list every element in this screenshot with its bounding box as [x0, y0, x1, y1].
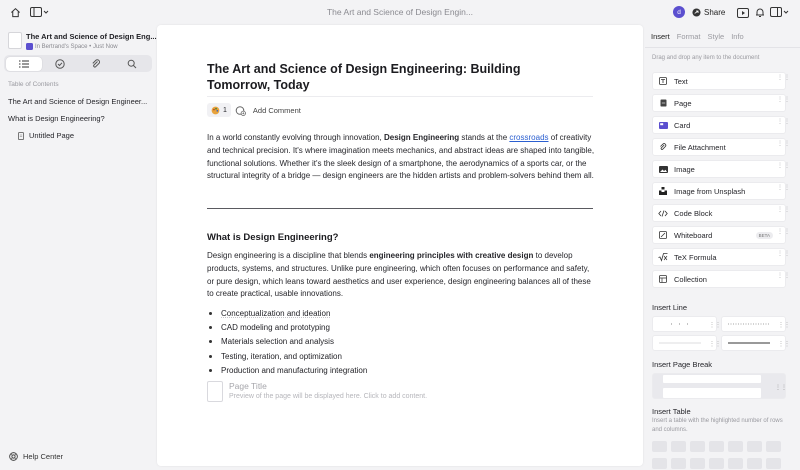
tab-info[interactable]: Info — [731, 32, 744, 41]
share-icon — [692, 8, 701, 17]
paperclip-icon — [91, 59, 101, 69]
reaction-pill[interactable] — [207, 103, 231, 117]
beta-badge: BETA — [756, 232, 773, 239]
tab-tasks[interactable] — [42, 57, 78, 71]
svg-text:⋮⋮: ⋮⋮ — [778, 322, 790, 329]
document-heading[interactable]: The Art and Science of Design Engineering: Building Tomorrow, Today — [207, 62, 521, 92]
document-title: The Art and Science of Design Eng... — [26, 32, 157, 41]
insert-item-label: Image from Unsplash — [674, 186, 746, 196]
bullet-icon — [209, 326, 212, 329]
list-item[interactable] — [209, 349, 367, 363]
table-grid-cell[interactable] — [690, 441, 705, 452]
drag-handle-icon[interactable]: ⋮⋮ — [777, 141, 791, 147]
toc-item-untitled-page[interactable] — [18, 131, 160, 140]
tab-style[interactable]: Style — [707, 32, 725, 41]
meta-row — [207, 102, 301, 118]
insert-item-label: Image — [674, 164, 695, 174]
page-icon — [18, 132, 24, 140]
document-location: In Bertrand's Space • Just Now — [35, 43, 118, 50]
insert-page-break-heading: Insert Page Break — [652, 360, 713, 369]
window-title: The Art and Science of Design Engin... — [326, 7, 473, 17]
intro-text-3: of creativity and technical precision. It's where imagination meets mechanics, and abstract ideas are shaped into tangible, functional solutions. Whether it's the sleek design of a smartphone, the aerodynamics of a sports car, or the structural integrity of a bridge — design engineers are the hidden artists and problem-solvers behind them all. — [207, 133, 595, 181]
panel-toggle-icon[interactable] — [770, 6, 790, 19]
insert-item-file-attachment[interactable] — [652, 138, 791, 156]
drag-handle-icon[interactable]: ⋮⋮ — [777, 185, 791, 191]
drag-handle-icon[interactable]: ⋮⋮ — [777, 163, 791, 169]
table-grid-cell[interactable] — [747, 458, 762, 469]
sidebar — [0, 25, 156, 470]
insert-item-label: TeX Formula — [674, 252, 717, 262]
bullet-icon — [209, 340, 212, 343]
horizontal-rule — [207, 208, 593, 209]
insert-item-image[interactable] — [652, 160, 791, 178]
bullet-icon — [209, 312, 212, 315]
bullet-icon — [209, 369, 212, 372]
card-icon — [658, 122, 668, 129]
document-editor[interactable] — [157, 25, 643, 466]
svg-text:⋮⋮: ⋮⋮ — [709, 322, 721, 329]
help-center-label: Help Center — [23, 452, 64, 461]
insert-item-label: Code Block — [674, 208, 713, 218]
share-button[interactable] — [692, 6, 725, 19]
insert-item-label: Whiteboard — [674, 230, 713, 240]
table-grid-cell[interactable] — [747, 441, 762, 452]
bell-icon[interactable] — [753, 6, 767, 19]
space-icon — [26, 43, 33, 50]
text-icon — [658, 77, 668, 85]
palette-icon — [211, 106, 220, 115]
list-item-text: Conceptualization and ideation — [221, 308, 331, 318]
page-icon — [207, 381, 223, 402]
section-heading[interactable]: What is Design Engineering? — [207, 232, 339, 243]
body-text-2: to develop products, systems, and structures. Unlike pure engineering, which often focuses on performance and safety, or pure design, which leans toward aesthetics and user experience, design engineering balances all of these to create practical, usable innovations. — [207, 251, 591, 299]
table-grid-cell[interactable] — [728, 458, 743, 469]
insert-item-whiteboard[interactable] — [652, 226, 791, 244]
drag-handle-icon[interactable]: ⋮⋮ — [777, 75, 791, 81]
tab-insert[interactable]: Insert — [651, 32, 670, 41]
insert-item-text[interactable] — [652, 72, 791, 90]
table-grid-cell[interactable] — [652, 458, 667, 469]
avatar[interactable]: d — [673, 6, 685, 18]
svg-text:⋮⋮: ⋮⋮ — [778, 341, 790, 348]
insert-item-label: Card — [674, 120, 691, 130]
drag-handle-icon[interactable]: ⋮⋮ — [777, 273, 791, 279]
insert-item-tex-formula[interactable] — [652, 248, 791, 266]
table-grid-cell[interactable] — [709, 458, 724, 469]
list-item-text: Materials selection and analysis — [221, 337, 334, 347]
table-grid-cell[interactable] — [709, 441, 724, 452]
add-comment-button[interactable]: Add Comment — [252, 105, 301, 115]
unsplash-icon — [658, 187, 668, 195]
add-reaction-icon[interactable] — [235, 105, 246, 116]
page-placeholder-subtitle: Preview of the page will be displayed here. Click to add content. — [229, 393, 428, 400]
insert-item-label: File Attachment — [674, 142, 726, 152]
drag-handle-icon[interactable]: ⋮⋮ — [777, 229, 791, 235]
insert-table-heading: Insert Table — [652, 407, 691, 416]
intro-text-2: stands at the — [459, 133, 510, 142]
line-option-dotted-sparse[interactable] — [652, 316, 721, 332]
document-icon — [8, 32, 22, 49]
reaction-count: 1 — [223, 106, 227, 114]
page-break-option[interactable] — [652, 373, 786, 399]
line-option-thin[interactable] — [652, 335, 721, 351]
check-circle-icon — [55, 59, 65, 69]
table-grid-cell[interactable] — [671, 441, 686, 452]
insert-panel — [645, 25, 800, 470]
table-grid-cell[interactable] — [766, 458, 781, 469]
panel-tabs — [651, 32, 744, 41]
present-icon[interactable] — [736, 6, 750, 19]
drag-handle-icon[interactable]: ⋮⋮ — [777, 119, 791, 125]
svg-text:⋮⋮: ⋮⋮ — [775, 385, 787, 391]
intro-paragraph[interactable] — [207, 132, 597, 183]
svg-text:⋮⋮: ⋮⋮ — [709, 341, 721, 348]
list-item[interactable] — [209, 335, 367, 349]
paperclip-icon — [658, 143, 668, 151]
drag-handle-icon[interactable]: ⋮⋮ — [777, 207, 791, 213]
list-item[interactable] — [209, 364, 367, 378]
tab-format[interactable]: Format — [676, 32, 701, 41]
sidebar-tabs — [4, 55, 152, 72]
panel-divider — [645, 47, 800, 48]
insert-item-unsplash[interactable] — [652, 182, 791, 200]
insert-item-label: Collection — [674, 274, 707, 284]
drag-handle-icon[interactable]: ⋮⋮ — [777, 97, 791, 103]
insert-item-page[interactable] — [652, 94, 791, 112]
insert-item-label: Text — [674, 76, 688, 86]
body-text-1: Design engineering is a discipline that blends — [207, 251, 370, 260]
toc-item-title[interactable]: The Art and Science of Design Engineer... — [8, 97, 148, 106]
list-item[interactable] — [209, 320, 367, 334]
table-grid-cell[interactable] — [766, 441, 781, 452]
list-icon — [19, 60, 29, 68]
crossroads-link[interactable]: crossroads — [509, 133, 549, 142]
document-header[interactable] — [8, 29, 157, 53]
toc-item-label: Untitled Page — [29, 131, 75, 140]
top-bar — [0, 0, 800, 25]
share-label: Share — [704, 8, 726, 17]
insert-item-label: Page — [674, 98, 692, 108]
page-placeholder[interactable] — [207, 380, 507, 404]
bullet-list — [209, 306, 367, 378]
table-grid-cell[interactable] — [690, 458, 705, 469]
toc-label: Table of Contents — [8, 81, 59, 88]
table-grid-cell[interactable] — [652, 441, 667, 452]
help-icon — [9, 452, 18, 461]
page-placeholder-title: Page Title — [229, 381, 267, 391]
list-item-text: CAD modeling and prototyping — [221, 323, 330, 333]
intro-text-1: In a world constantly evolving through innovation, — [207, 133, 384, 142]
intro-bold: Design Engineering — [384, 133, 460, 142]
image-icon — [658, 166, 668, 173]
table-grid-cell[interactable] — [728, 441, 743, 452]
whiteboard-icon — [658, 231, 668, 239]
tab-outline[interactable] — [6, 57, 42, 71]
line-option-dotted-dense[interactable] — [721, 316, 790, 332]
table-grid-cell[interactable] — [671, 458, 686, 469]
tab-attachments[interactable] — [78, 57, 114, 71]
bullet-icon — [209, 355, 212, 358]
body-bold: engineering principles with creative design — [369, 251, 534, 260]
list-item[interactable] — [209, 306, 367, 320]
list-item-text: Testing, iteration, and optimization — [221, 351, 342, 361]
insert-table-hint: Insert a table with the highlighted number of rows and columns. — [652, 418, 783, 433]
search-icon — [127, 59, 137, 69]
toc-item-what-is[interactable]: What is Design Engineering? — [8, 114, 105, 123]
insert-item-code-block[interactable] — [652, 204, 791, 222]
panel-hint: Drag and drop any item to the document — [652, 55, 760, 61]
document-subtitle — [26, 43, 118, 50]
page-icon — [658, 99, 668, 107]
title-divider — [207, 96, 593, 97]
insert-item-card[interactable] — [652, 116, 791, 134]
list-item-text: Production and manufacturing integration — [221, 366, 368, 376]
collection-icon — [658, 275, 668, 283]
drag-handle-icon[interactable]: ⋮⋮ — [777, 251, 791, 257]
tex-icon — [658, 253, 668, 261]
code-icon — [658, 210, 668, 217]
insert-line-heading: Insert Line — [652, 303, 688, 312]
body-paragraph[interactable] — [207, 250, 597, 301]
help-center-link[interactable] — [9, 452, 63, 461]
tab-search[interactable] — [114, 57, 150, 71]
line-option-solid[interactable] — [721, 335, 790, 351]
insert-item-collection[interactable] — [652, 270, 791, 288]
